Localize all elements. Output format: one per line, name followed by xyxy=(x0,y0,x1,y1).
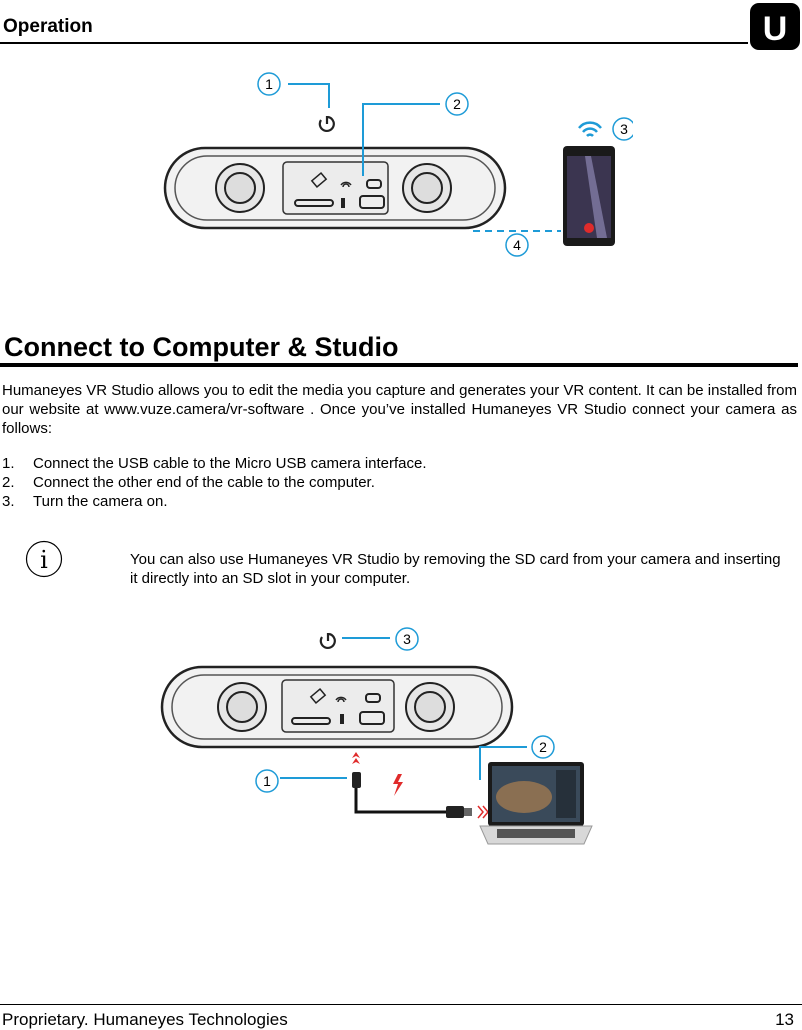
footer-divider xyxy=(0,1004,802,1005)
header-divider xyxy=(0,42,748,44)
step-item xyxy=(2,455,427,472)
footer-text: Proprietary. Humaneyes Technologies xyxy=(2,1010,288,1029)
step-number: 2. xyxy=(2,474,15,491)
fig1-callout-1: 1 xyxy=(265,76,273,92)
info-icon xyxy=(25,540,63,578)
note-text: You can also use Humaneyes VR Studio by removing the SD card from your camera and inserting it directly into an SD slot in your computer. xyxy=(130,551,781,587)
page-number: 13 xyxy=(775,1010,794,1029)
fig2-callout-2: 2 xyxy=(539,739,547,755)
fig2-callout-3: 3 xyxy=(403,631,411,647)
section-divider xyxy=(0,363,798,367)
fig1-callout-2: 2 xyxy=(453,96,461,112)
step-number: 1. xyxy=(2,455,15,472)
step-text: Connect the USB cable to the Micro USB camera interface. xyxy=(33,455,427,472)
humaneyes-logo xyxy=(749,2,801,51)
fig2-callout-1: 1 xyxy=(263,773,271,789)
step-item xyxy=(2,474,375,491)
step-item xyxy=(2,493,168,510)
info-icon-letter: i xyxy=(40,546,48,574)
section-title: Connect to Computer & Studio xyxy=(4,332,399,362)
step-text: Turn the camera on. xyxy=(33,493,168,510)
fig1-callout-3: 3 xyxy=(620,121,628,137)
step-number: 3. xyxy=(2,493,15,510)
camera-laptop-diagram xyxy=(152,612,642,850)
page-header-title: Operation xyxy=(3,16,93,37)
step-text: Connect the other end of the cable to the computer. xyxy=(33,474,375,491)
intro-paragraph: Humaneyes VR Studio allows you to edit the media you capture and generates your VR content. It can be installed from our website at www.vuze.camera/vr-software . Once you’ve installed Humaneyes VR Studio connect your camera as follows: xyxy=(2,382,797,437)
logo-letter: U xyxy=(762,10,788,48)
fig1-callout-4: 4 xyxy=(513,237,521,253)
camera-phone-diagram xyxy=(155,68,633,266)
